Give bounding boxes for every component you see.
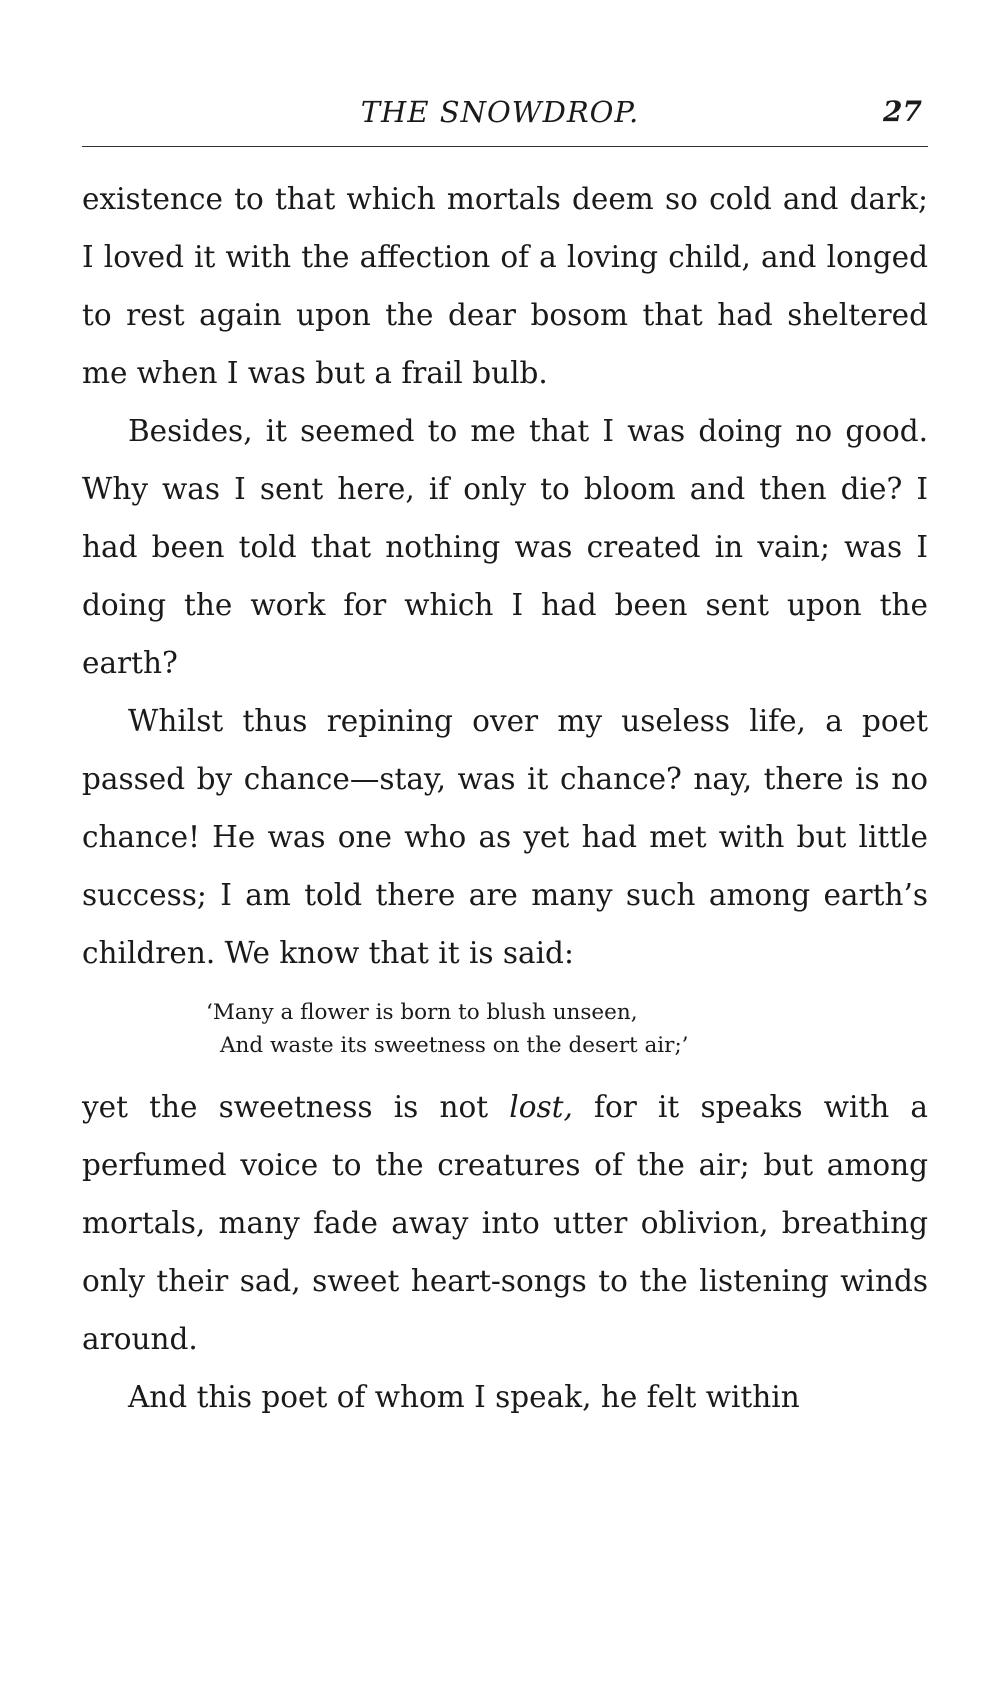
header-rule xyxy=(82,146,928,147)
continuation-emphasis: lost, xyxy=(509,1090,573,1124)
body-text xyxy=(82,170,928,1426)
verse-line-1: ‘Many a flower is born to blush unseen, xyxy=(206,1000,638,1025)
paragraph-final: And this poet of whom I speak, he felt within xyxy=(128,1380,800,1414)
running-head xyxy=(0,92,1000,132)
paragraph-yet xyxy=(82,1078,928,1368)
continuation-before: yet the sweetness is not xyxy=(82,1090,510,1124)
running-title: THE SNOWDROP. xyxy=(360,95,640,129)
verse-line-2: And waste its sweetness on the desert air;’ xyxy=(220,1033,689,1058)
continuation-after: for it speaks with a perfumed voice to the creatures of the air; but among mortals, many fade away into utter oblivion, breathing only their sad, sweet heart-songs to the listening winds around. xyxy=(82,1090,929,1356)
page-number: 27 xyxy=(883,95,922,128)
paragraph-whilst: Whilst thus repining over my useless life, a poet passed by chance—stay, was it chance? nay, there is no chance! He was one who as yet had met with but little success; I am told there are many such among earth’s children. We know that it is said: xyxy=(82,704,928,970)
paragraph-continued: existence to that which mortals deem so cold and dark; I loved it with the affection of a loving child, and longed to rest again upon the dear bosom that had sheltered me when I was but a frail bulb. xyxy=(82,182,928,390)
paragraph-besides: Besides, it seemed to me that I was doing no good. Why was I sent here, if only to bloom and then die? I had been told that nothing was created in vain; was I doing the work for which I had been sent upon the earth? xyxy=(82,414,928,680)
verse-quotation xyxy=(82,996,928,1062)
